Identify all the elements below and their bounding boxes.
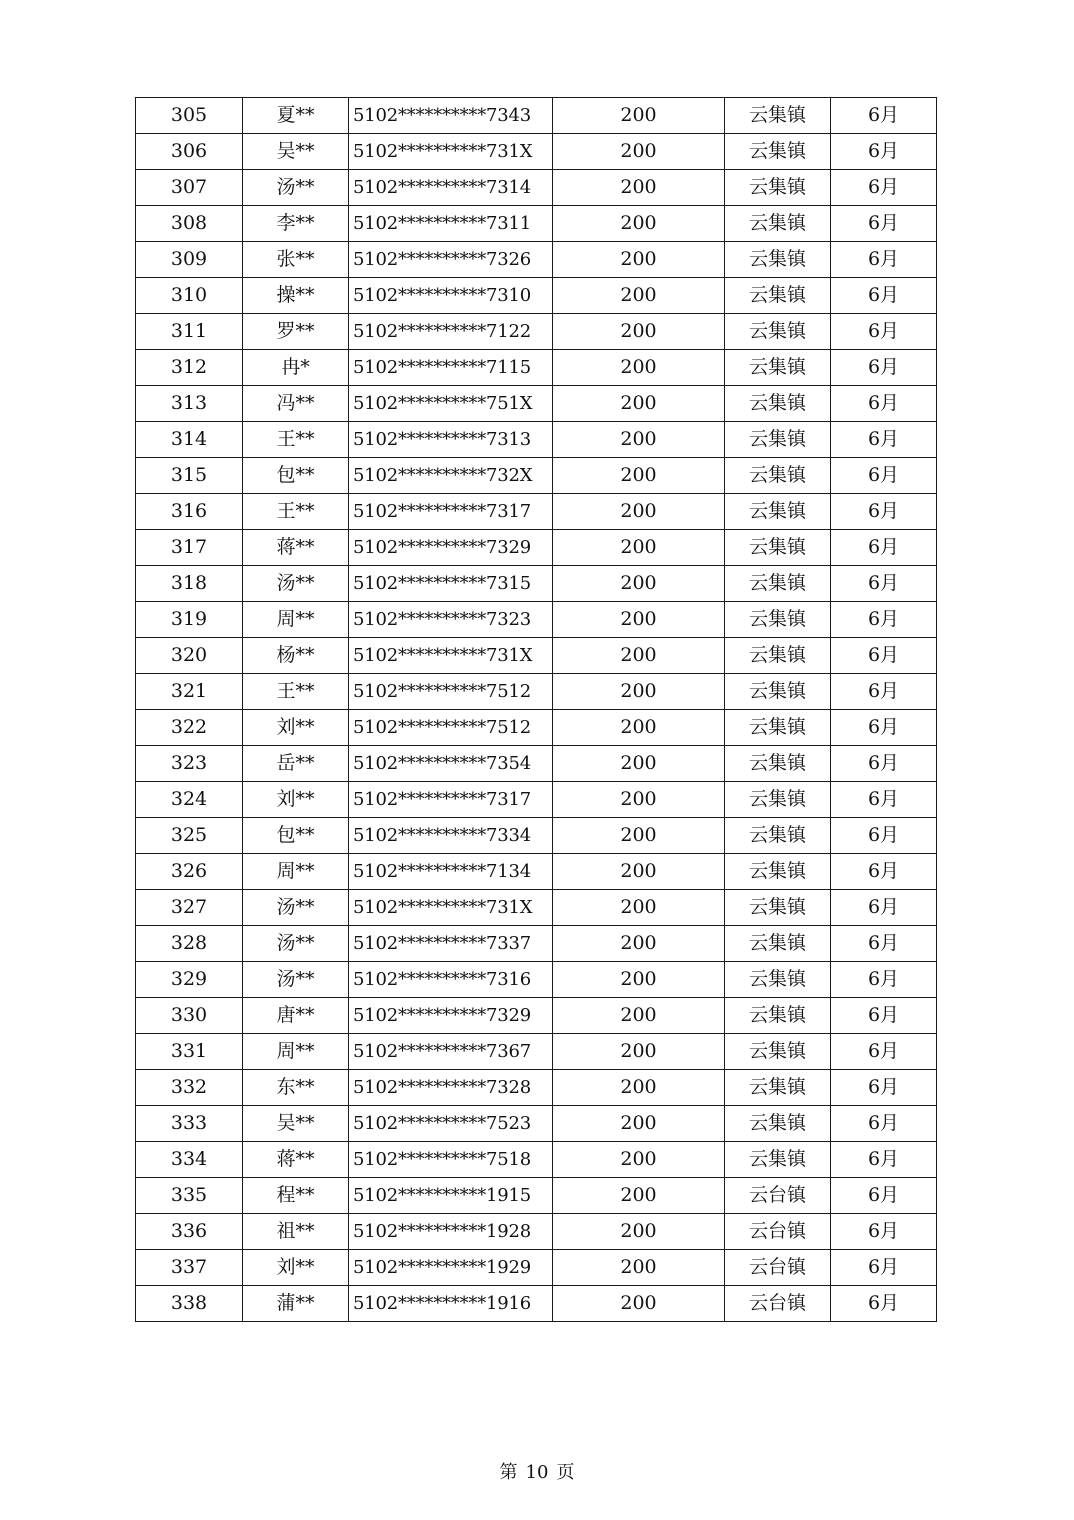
cell-month: 6月 xyxy=(831,1106,937,1142)
cell-id-number: 5102**********7512 xyxy=(349,710,553,746)
cell-number: 308 xyxy=(136,206,243,242)
cell-number: 331 xyxy=(136,1034,243,1070)
cell-id-number: 5102**********7328 xyxy=(349,1070,553,1106)
cell-amount: 200 xyxy=(553,1214,725,1250)
cell-month: 6月 xyxy=(831,890,937,926)
cell-id-number: 5102**********7122 xyxy=(349,314,553,350)
cell-amount: 200 xyxy=(553,134,725,170)
cell-town: 云集镇 xyxy=(725,134,831,170)
cell-number: 305 xyxy=(136,98,243,134)
cell-id-number: 5102**********7323 xyxy=(349,602,553,638)
cell-id-number: 5102**********731X xyxy=(349,890,553,926)
cell-number: 337 xyxy=(136,1250,243,1286)
cell-month: 6月 xyxy=(831,710,937,746)
cell-town: 云集镇 xyxy=(725,1034,831,1070)
table-row xyxy=(136,530,937,566)
table-row xyxy=(136,746,937,782)
cell-amount: 200 xyxy=(553,242,725,278)
cell-month: 6月 xyxy=(831,818,937,854)
cell-amount: 200 xyxy=(553,746,725,782)
cell-number: 318 xyxy=(136,566,243,602)
cell-id-number: 5102**********731X xyxy=(349,134,553,170)
cell-name: 夏** xyxy=(243,98,349,134)
cell-amount: 200 xyxy=(553,710,725,746)
cell-name: 周** xyxy=(243,602,349,638)
cell-name: 杨** xyxy=(243,638,349,674)
cell-number: 338 xyxy=(136,1286,243,1322)
table-row xyxy=(136,1070,937,1106)
cell-id-number: 5102**********7329 xyxy=(349,530,553,566)
cell-number: 312 xyxy=(136,350,243,386)
cell-town: 云集镇 xyxy=(725,890,831,926)
cell-number: 324 xyxy=(136,782,243,818)
cell-month: 6月 xyxy=(831,746,937,782)
cell-month: 6月 xyxy=(831,350,937,386)
cell-number: 332 xyxy=(136,1070,243,1106)
cell-number: 334 xyxy=(136,1142,243,1178)
cell-number: 306 xyxy=(136,134,243,170)
table-row xyxy=(136,98,937,134)
cell-name: 汤** xyxy=(243,962,349,998)
footer-prefix: 第 xyxy=(499,1462,518,1483)
cell-month: 6月 xyxy=(831,1070,937,1106)
cell-amount: 200 xyxy=(553,602,725,638)
cell-amount: 200 xyxy=(553,1106,725,1142)
cell-id-number: 5102**********7314 xyxy=(349,170,553,206)
cell-id-number: 5102**********1916 xyxy=(349,1286,553,1322)
cell-town: 云集镇 xyxy=(725,854,831,890)
cell-name: 蒲** xyxy=(243,1286,349,1322)
cell-amount: 200 xyxy=(553,962,725,998)
cell-town: 云集镇 xyxy=(725,242,831,278)
cell-amount: 200 xyxy=(553,170,725,206)
cell-month: 6月 xyxy=(831,1178,937,1214)
cell-name: 蒋** xyxy=(243,1142,349,1178)
cell-month: 6月 xyxy=(831,962,937,998)
cell-id-number: 5102**********7523 xyxy=(349,1106,553,1142)
cell-town: 云集镇 xyxy=(725,1142,831,1178)
cell-number: 336 xyxy=(136,1214,243,1250)
cell-month: 6月 xyxy=(831,98,937,134)
cell-town: 云集镇 xyxy=(725,458,831,494)
cell-town: 云集镇 xyxy=(725,710,831,746)
cell-number: 311 xyxy=(136,314,243,350)
cell-id-number: 5102**********7512 xyxy=(349,674,553,710)
table-row xyxy=(136,674,937,710)
cell-number: 322 xyxy=(136,710,243,746)
cell-amount: 200 xyxy=(553,350,725,386)
table-row xyxy=(136,1106,937,1142)
cell-month: 6月 xyxy=(831,1034,937,1070)
cell-name: 刘** xyxy=(243,1250,349,1286)
cell-town: 云集镇 xyxy=(725,1070,831,1106)
cell-name: 周** xyxy=(243,854,349,890)
cell-amount: 200 xyxy=(553,1070,725,1106)
cell-amount: 200 xyxy=(553,1250,725,1286)
cell-id-number: 5102**********731X xyxy=(349,638,553,674)
cell-town: 云台镇 xyxy=(725,1214,831,1250)
table-row xyxy=(136,602,937,638)
cell-name: 吴** xyxy=(243,134,349,170)
cell-month: 6月 xyxy=(831,206,937,242)
cell-id-number: 5102**********7317 xyxy=(349,782,553,818)
cell-id-number: 5102**********7334 xyxy=(349,818,553,854)
cell-number: 323 xyxy=(136,746,243,782)
cell-number: 320 xyxy=(136,638,243,674)
cell-id-number: 5102**********751X xyxy=(349,386,553,422)
cell-month: 6月 xyxy=(831,530,937,566)
cell-number: 333 xyxy=(136,1106,243,1142)
cell-id-number: 5102**********7326 xyxy=(349,242,553,278)
cell-month: 6月 xyxy=(831,566,937,602)
cell-amount: 200 xyxy=(553,494,725,530)
cell-number: 329 xyxy=(136,962,243,998)
cell-number: 316 xyxy=(136,494,243,530)
cell-month: 6月 xyxy=(831,134,937,170)
cell-amount: 200 xyxy=(553,458,725,494)
cell-amount: 200 xyxy=(553,422,725,458)
table-row xyxy=(136,386,937,422)
table-row xyxy=(136,350,937,386)
cell-id-number: 5102**********7115 xyxy=(349,350,553,386)
table-row xyxy=(136,926,937,962)
cell-amount: 200 xyxy=(553,206,725,242)
cell-month: 6月 xyxy=(831,674,937,710)
cell-town: 云集镇 xyxy=(725,314,831,350)
cell-month: 6月 xyxy=(831,602,937,638)
cell-month: 6月 xyxy=(831,422,937,458)
cell-amount: 200 xyxy=(553,782,725,818)
cell-name: 李** xyxy=(243,206,349,242)
cell-amount: 200 xyxy=(553,854,725,890)
cell-number: 328 xyxy=(136,926,243,962)
table-row xyxy=(136,782,937,818)
table-row xyxy=(136,1142,937,1178)
cell-month: 6月 xyxy=(831,386,937,422)
cell-month: 6月 xyxy=(831,926,937,962)
cell-amount: 200 xyxy=(553,314,725,350)
cell-amount: 200 xyxy=(553,278,725,314)
cell-number: 310 xyxy=(136,278,243,314)
table-row xyxy=(136,134,937,170)
cell-name: 东** xyxy=(243,1070,349,1106)
cell-town: 云台镇 xyxy=(725,1286,831,1322)
cell-month: 6月 xyxy=(831,1142,937,1178)
cell-name: 周** xyxy=(243,1034,349,1070)
table-row xyxy=(136,962,937,998)
cell-town: 云集镇 xyxy=(725,530,831,566)
cell-town: 云集镇 xyxy=(725,1106,831,1142)
cell-town: 云集镇 xyxy=(725,494,831,530)
cell-month: 6月 xyxy=(831,782,937,818)
table-row xyxy=(136,458,937,494)
cell-name: 操** xyxy=(243,278,349,314)
cell-town: 云集镇 xyxy=(725,926,831,962)
cell-number: 335 xyxy=(136,1178,243,1214)
cell-id-number: 5102**********7354 xyxy=(349,746,553,782)
cell-month: 6月 xyxy=(831,998,937,1034)
table-row xyxy=(136,278,937,314)
cell-number: 313 xyxy=(136,386,243,422)
cell-number: 330 xyxy=(136,998,243,1034)
cell-town: 云集镇 xyxy=(725,782,831,818)
table-row xyxy=(136,1214,937,1250)
cell-month: 6月 xyxy=(831,242,937,278)
cell-amount: 200 xyxy=(553,1286,725,1322)
cell-town: 云集镇 xyxy=(725,170,831,206)
cell-month: 6月 xyxy=(831,494,937,530)
cell-name: 张** xyxy=(243,242,349,278)
table-row xyxy=(136,566,937,602)
cell-month: 6月 xyxy=(831,854,937,890)
cell-amount: 200 xyxy=(553,998,725,1034)
cell-id-number: 5102**********7310 xyxy=(349,278,553,314)
cell-name: 王** xyxy=(243,674,349,710)
footer-page-number: 10 xyxy=(525,1462,549,1483)
cell-id-number: 5102**********7329 xyxy=(349,998,553,1034)
table-row xyxy=(136,854,937,890)
cell-amount: 200 xyxy=(553,530,725,566)
cell-month: 6月 xyxy=(831,170,937,206)
cell-town: 云集镇 xyxy=(725,602,831,638)
table-row xyxy=(136,422,937,458)
cell-id-number: 5102**********7518 xyxy=(349,1142,553,1178)
cell-name: 祖** xyxy=(243,1214,349,1250)
cell-id-number: 5102**********7134 xyxy=(349,854,553,890)
cell-name: 包** xyxy=(243,818,349,854)
cell-number: 325 xyxy=(136,818,243,854)
cell-number: 307 xyxy=(136,170,243,206)
cell-amount: 200 xyxy=(553,674,725,710)
cell-town: 云集镇 xyxy=(725,998,831,1034)
table-row xyxy=(136,638,937,674)
cell-month: 6月 xyxy=(831,638,937,674)
cell-town: 云集镇 xyxy=(725,674,831,710)
cell-amount: 200 xyxy=(553,566,725,602)
cell-month: 6月 xyxy=(831,1214,937,1250)
cell-town: 云台镇 xyxy=(725,1250,831,1286)
cell-amount: 200 xyxy=(553,926,725,962)
table-row xyxy=(136,314,937,350)
table-row xyxy=(136,242,937,278)
cell-id-number: 5102**********7316 xyxy=(349,962,553,998)
cell-name: 罗** xyxy=(243,314,349,350)
cell-month: 6月 xyxy=(831,458,937,494)
cell-amount: 200 xyxy=(553,1178,725,1214)
table-row xyxy=(136,170,937,206)
cell-town: 云集镇 xyxy=(725,386,831,422)
cell-id-number: 5102**********7343 xyxy=(349,98,553,134)
page-footer xyxy=(0,1458,1074,1484)
cell-town: 云集镇 xyxy=(725,746,831,782)
cell-amount: 200 xyxy=(553,818,725,854)
cell-id-number: 5102**********7337 xyxy=(349,926,553,962)
cell-town: 云集镇 xyxy=(725,278,831,314)
cell-name: 程** xyxy=(243,1178,349,1214)
cell-month: 6月 xyxy=(831,1286,937,1322)
table-row xyxy=(136,1286,937,1322)
cell-name: 唐** xyxy=(243,998,349,1034)
cell-name: 汤** xyxy=(243,566,349,602)
cell-amount: 200 xyxy=(553,386,725,422)
cell-number: 321 xyxy=(136,674,243,710)
cell-number: 315 xyxy=(136,458,243,494)
table-row xyxy=(136,998,937,1034)
cell-name: 冯** xyxy=(243,386,349,422)
cell-number: 326 xyxy=(136,854,243,890)
table-row xyxy=(136,710,937,746)
cell-town: 云集镇 xyxy=(725,638,831,674)
table-row xyxy=(136,818,937,854)
cell-id-number: 5102**********1915 xyxy=(349,1178,553,1214)
cell-town: 云集镇 xyxy=(725,422,831,458)
cell-name: 汤** xyxy=(243,926,349,962)
footer-suffix: 页 xyxy=(556,1462,575,1483)
cell-amount: 200 xyxy=(553,638,725,674)
table-body xyxy=(136,98,937,1322)
cell-id-number: 5102**********7313 xyxy=(349,422,553,458)
cell-amount: 200 xyxy=(553,98,725,134)
cell-id-number: 5102**********1929 xyxy=(349,1250,553,1286)
cell-id-number: 5102**********7311 xyxy=(349,206,553,242)
cell-id-number: 5102**********7367 xyxy=(349,1034,553,1070)
cell-month: 6月 xyxy=(831,314,937,350)
cell-town: 云集镇 xyxy=(725,818,831,854)
cell-town: 云集镇 xyxy=(725,206,831,242)
table-row xyxy=(136,890,937,926)
cell-number: 317 xyxy=(136,530,243,566)
cell-amount: 200 xyxy=(553,890,725,926)
cell-id-number: 5102**********7317 xyxy=(349,494,553,530)
cell-name: 冉* xyxy=(243,350,349,386)
data-table xyxy=(135,97,937,1322)
cell-name: 蒋** xyxy=(243,530,349,566)
table-row xyxy=(136,1178,937,1214)
cell-number: 314 xyxy=(136,422,243,458)
cell-name: 刘** xyxy=(243,782,349,818)
cell-number: 309 xyxy=(136,242,243,278)
cell-amount: 200 xyxy=(553,1142,725,1178)
cell-name: 王** xyxy=(243,422,349,458)
cell-id-number: 5102**********7315 xyxy=(349,566,553,602)
cell-town: 云集镇 xyxy=(725,566,831,602)
cell-town: 云集镇 xyxy=(725,350,831,386)
cell-name: 汤** xyxy=(243,170,349,206)
cell-month: 6月 xyxy=(831,278,937,314)
cell-name: 王** xyxy=(243,494,349,530)
cell-name: 刘** xyxy=(243,710,349,746)
cell-name: 包** xyxy=(243,458,349,494)
cell-town: 云台镇 xyxy=(725,1178,831,1214)
table-row xyxy=(136,494,937,530)
table-row xyxy=(136,206,937,242)
cell-amount: 200 xyxy=(553,1034,725,1070)
cell-month: 6月 xyxy=(831,1250,937,1286)
cell-id-number: 5102**********1928 xyxy=(349,1214,553,1250)
cell-number: 327 xyxy=(136,890,243,926)
cell-town: 云集镇 xyxy=(725,962,831,998)
cell-town: 云集镇 xyxy=(725,98,831,134)
cell-name: 汤** xyxy=(243,890,349,926)
table-row xyxy=(136,1250,937,1286)
cell-id-number: 5102**********732X xyxy=(349,458,553,494)
cell-number: 319 xyxy=(136,602,243,638)
cell-name: 吴** xyxy=(243,1106,349,1142)
table-row xyxy=(136,1034,937,1070)
cell-name: 岳** xyxy=(243,746,349,782)
